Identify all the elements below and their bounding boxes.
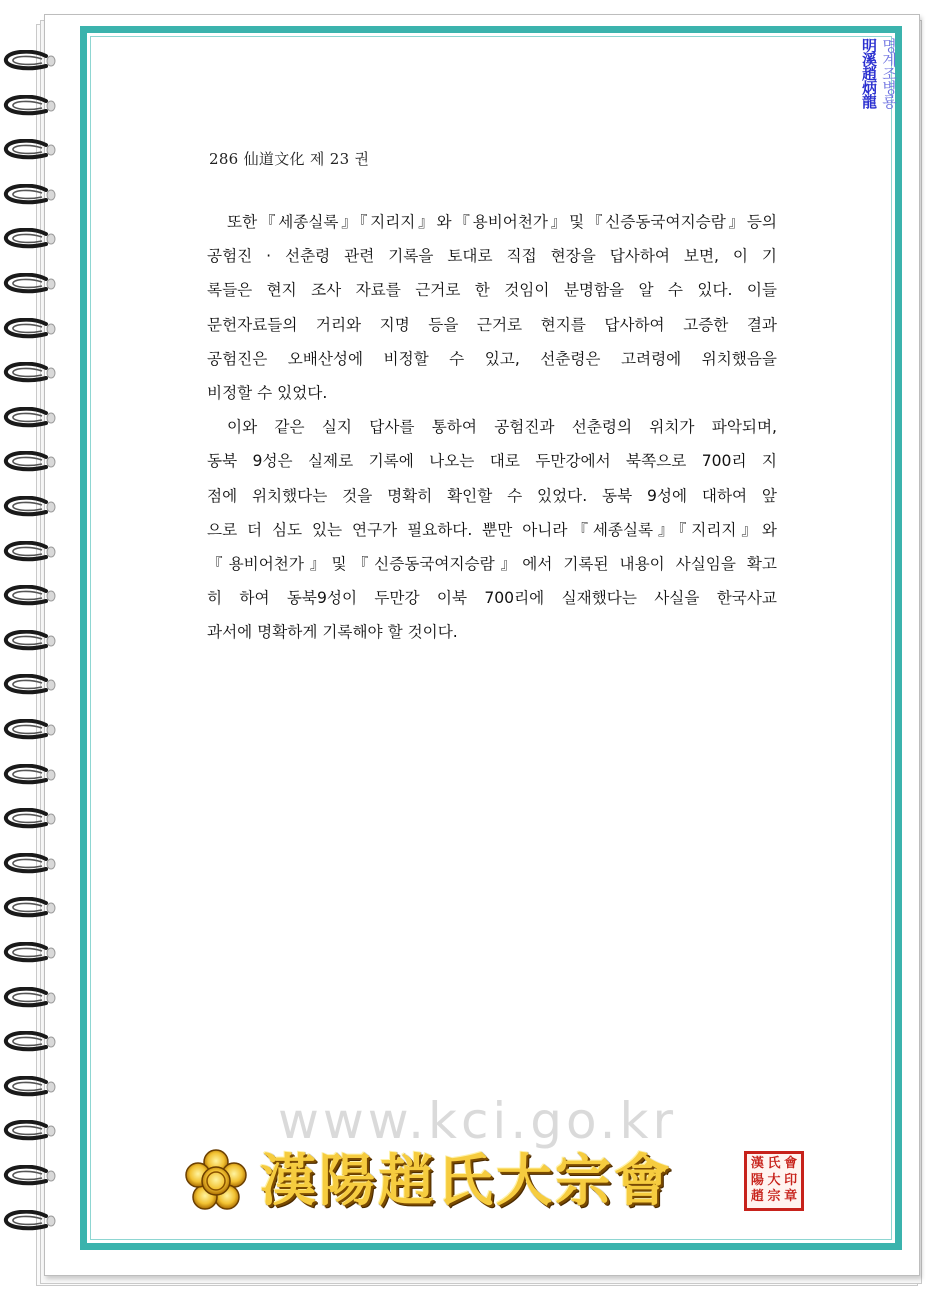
spiral-ring-icon (2, 95, 58, 117)
spiral-ring-icon (2, 139, 58, 161)
text-line: 문헌자료들의 거리와 지명 등을 근거로 현지를 답사하여 고증한 결과 (207, 315, 777, 334)
spiral-binding (0, 40, 64, 1260)
spiral-ring-icon (2, 273, 58, 295)
spiral-ring-icon (2, 451, 58, 473)
seal-char: 氏 (767, 1156, 781, 1171)
logo-text: 漢陽趙氏大宗會 (260, 1148, 673, 1214)
spiral-ring-icon (2, 1210, 58, 1232)
paragraph-1 (207, 205, 777, 410)
seal-char: 大 (767, 1172, 781, 1188)
text-line: 비정할 수 있었다. (207, 384, 328, 403)
seal-char: 會 (784, 1156, 798, 1171)
seal-char: 陽 (750, 1172, 764, 1188)
seal-char: 宗 (767, 1189, 781, 1205)
seal-char: 趙 (750, 1189, 764, 1205)
author-seal-hanja: 明溪趙炳龍 (860, 38, 878, 108)
spiral-ring-icon (2, 184, 58, 206)
spiral-ring-icon (2, 942, 58, 964)
spiral-ring-icon (2, 719, 58, 741)
spiral-ring-icon (2, 674, 58, 696)
red-seal-stamp (744, 1151, 804, 1211)
spiral-ring-icon (2, 764, 58, 786)
text-line: 이와 같은 실지 답사를 통하여 공험진과 선춘령의 위치가 파악되며, (227, 418, 777, 437)
text-line: 점에 위치했다는 것을 명확히 확인할 수 있었다. 동북 9성에 대하여 앞 (207, 486, 777, 505)
watermark: www.kci.go.kr (278, 1092, 678, 1150)
spiral-ring-icon (2, 496, 58, 518)
body-text (207, 205, 777, 650)
paragraph-2 (207, 410, 777, 649)
spiral-ring-icon (2, 630, 58, 652)
author-seal (846, 38, 898, 130)
clan-association-logo (184, 1145, 809, 1217)
seal-char: 章 (784, 1189, 798, 1205)
seal-char: 漢 (750, 1156, 764, 1171)
plum-blossom-emblem-icon (184, 1149, 248, 1213)
spiral-ring-icon (2, 987, 58, 1009)
seal-char: 印 (784, 1172, 798, 1188)
spiral-ring-icon (2, 1076, 58, 1098)
spiral-ring-icon (2, 808, 58, 830)
spiral-ring-icon (2, 318, 58, 340)
spiral-ring-icon (2, 228, 58, 250)
text-line: 히 하여 동북9성이 두만강 이북 700리에 실재했다는 사실을 한국사교 (207, 589, 777, 608)
spiral-ring-icon (2, 407, 58, 429)
spiral-ring-icon (2, 585, 58, 607)
text-line: 동북 9성은 실제로 기록에 나오는 대로 두만강에서 북쪽으로 700리 지 (207, 452, 777, 471)
text-line: 록들은 현지 조사 자료를 근거로 한 것임이 분명함을 알 수 있다. 이들 (207, 281, 777, 300)
spiral-ring-icon (2, 50, 58, 72)
spiral-ring-icon (2, 541, 58, 563)
text-line: 으로 더 심도 있는 연구가 필요하다. 뿐만 아니라『세종실록』『지리지』와 (207, 520, 777, 539)
spiral-ring-icon (2, 853, 58, 875)
spiral-ring-icon (2, 1120, 58, 1142)
spiral-ring-icon (2, 1165, 58, 1187)
author-seal-hangul: 명계조병룡 (880, 38, 898, 108)
page-header: 286 仙道文化 제 23 권 (209, 150, 370, 168)
spiral-ring-icon (2, 362, 58, 384)
text-line: 과서에 명확하게 기록해야 할 것이다. (207, 623, 458, 642)
text-line: 『용비어천가』및『신증동국여지승람』에서 기록된 내용이 사실임을 확고 (207, 555, 777, 574)
spiral-ring-icon (2, 897, 58, 919)
text-line: 또한『세종실록』『지리지』와『용비어천가』및『신증동국여지승람』등의 (227, 213, 777, 231)
spiral-ring-icon (2, 1031, 58, 1053)
text-line: 공험진 · 선춘령 관련 기록을 토대로 직접 현장을 답사하여 보면, 이 기 (207, 247, 777, 266)
text-line: 공험진은 오배산성에 비정할 수 있고, 선춘령은 고려령에 위치했음을 (207, 349, 777, 368)
